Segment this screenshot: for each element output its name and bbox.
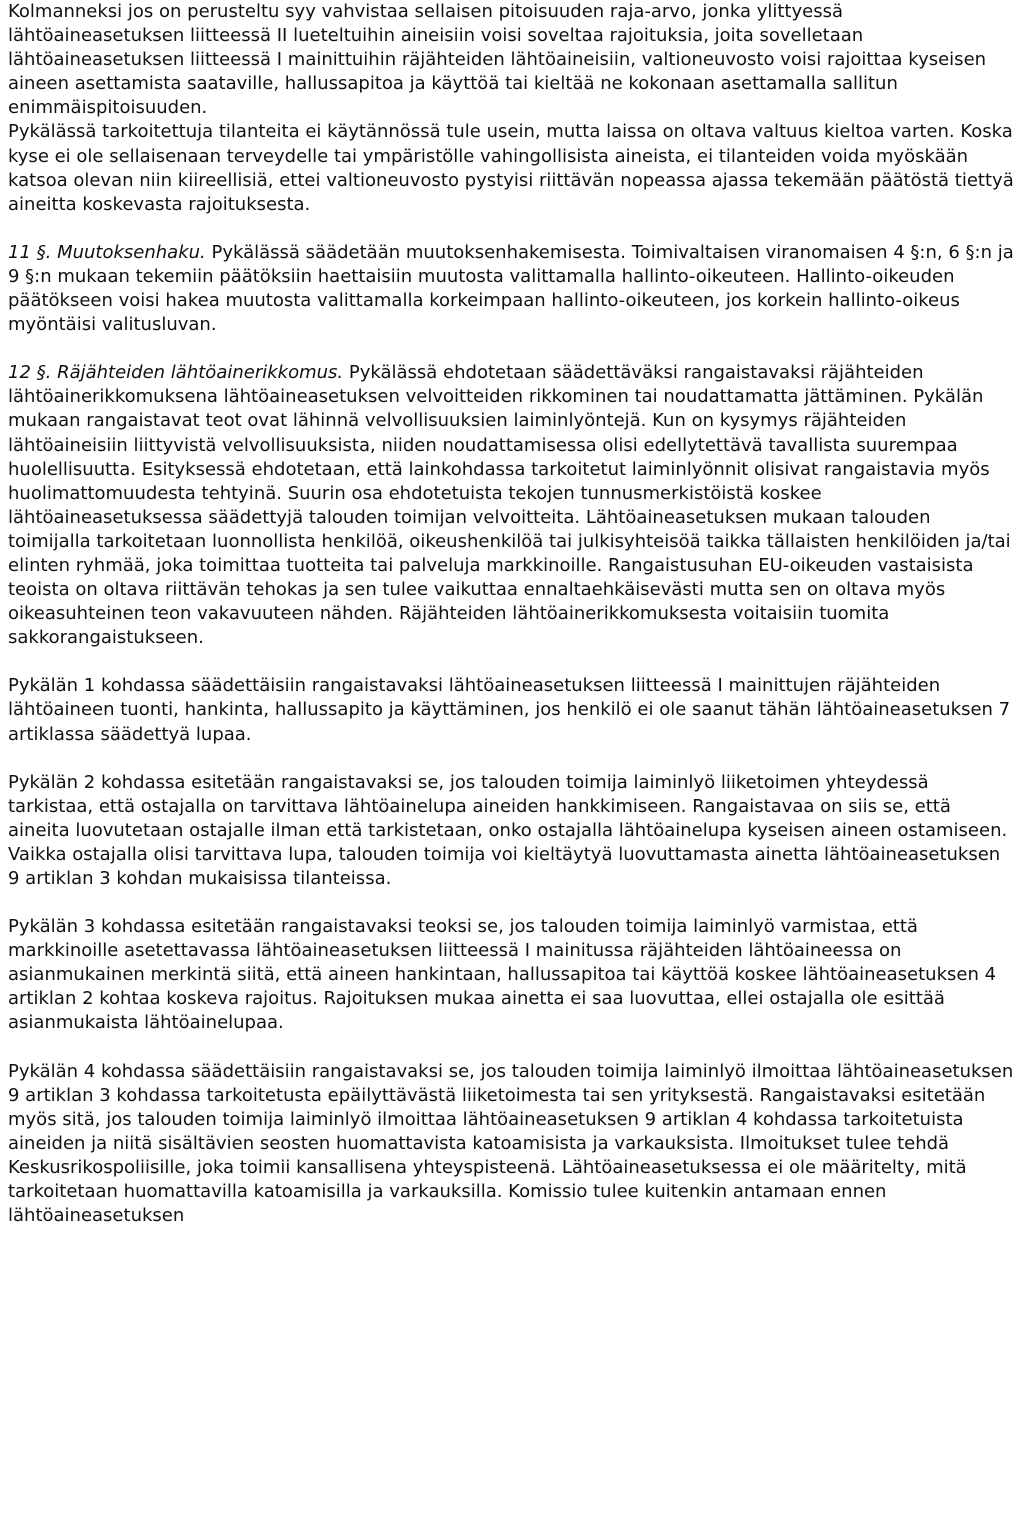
paragraph-text: Pykälän 3 kohdassa esitetään rangaistavaksi teoksi se, jos talouden toimija laiminlyö varmistaa, että markkinoille asetettavassa lähtöaineasetuksen liitteessä I mainitussa räjähteiden lähtöaineessa on asianmukainen merkintä siitä, että aineen hankintaan, hallussapitoa tai käyttöä koskee lähtöaineasetuksen 4 artiklan 2 kohtaa koskeva rajoitus. Rajoituksen mukaa ainetta ei saa luovuttaa, ellei ostajalla ole esittää asianmukaista lähtöainelupaa. [8, 916, 997, 1034]
paragraph-text: Kolmanneksi jos on perusteltu syy vahvistaa sellaisen pitoisuuden raja-arvo, jonka ylittyessä lähtöaineasetuksen liitteessä II lueteltuihin aineisiin voisi soveltaa rajoituksia, joita sovelletaan lähtöaineasetuksen liitteessä I mainittuihin räjähteiden lähtöaineisiin, valtioneuvosto voisi rajoittaa kyseisen aineen asettamista saataville, hallussapitoa ja käyttöä tai kieltää ne kokonaan asettamalla sallitun enimmäispitoisuuden. [8, 1, 987, 119]
section-12-precursor-offence [8, 361, 1014, 650]
paragraph-gap [8, 217, 1014, 241]
paragraph-text: Pykälässä tarkoitettuja tilanteita ei käytännössä tule usein, mutta laissa on oltava valtuus kieltoa varten. Koska kyse ei ole sellaisenaan terveydelle tai ympäristölle vahingollisista aineista, ei tilanteiden voida myöskään katsoa olevan niin kiireellisiä, ettei valtioneuvosto pystyisi riittävän nopeassa ajassa tekemään päätöstä tiettyä aineitta koskevasta rajoituksesta. [8, 121, 1014, 215]
paragraph-gap [8, 1036, 1014, 1060]
paragraph-text: Pykälässä säädetään muutoksenhakemisesta. Toimivaltaisen viranomaisen 4 §:n, 6 §:n ja 9 §:n mukaan tekemiin päätöksiin haettaisiin muutosta valittamalla hallinto-oikeuteen. Hallinto-oikeuden päätökseen voisi hakea muutosta valittamalla korkeimpaan hallinto-oikeuteen, jos korkein hallinto-oikeus myöntäisi valitusluvan. [8, 241, 1014, 336]
paragraph-text: Pykälän 2 kohdassa esitetään rangaistavaksi se, jos talouden toimija laiminlyö liiketoimen yhteydessä tarkistaa, että ostajalla on tarvittava lähtöainelupa aineiden hankkimiseen. Rangaistavaa on siis se, että aineita luovutetaan ostajalle ilman että tarkistetaan, onko ostajalla lähtöainelupa kyseisen aineen ostamiseen. Vaikka ostajalla olisi tarvittava lupa, talouden toimija voi kieltäytyä luovuttamasta ainetta lähtöaineasetuksen 9 artiklan 3 kohdan mukaisissa tilanteissa. [8, 771, 1008, 889]
paragraph-gap [8, 747, 1014, 771]
paragraph-point-3 [8, 915, 1014, 1035]
section-heading: 11 §. Muutoksenhaku. [8, 241, 206, 263]
paragraph-gap [8, 891, 1014, 915]
paragraph-gap [8, 337, 1014, 361]
section-heading: 12 §. Räjähteiden lähtöainerikkomus. [8, 362, 344, 384]
paragraph-text: Pykälän 1 kohdassa säädettäisiin rangaistavaksi lähtöaineasetuksen liitteessä I mainittujen räjähteiden lähtöaineen tuonti, hankinta, hallussapito ja käyttäminen, jos henkilö ei ole saanut tähän lähtöaineasetuksen 7 artiklassa säädettyä lupaa. [8, 675, 1011, 745]
paragraph-practical-situations [8, 120, 1014, 216]
paragraph-text: Pykälän 4 kohdassa säädettäisiin rangaistavaksi se, jos talouden toimija laiminlyö ilmoittaa lähtöaineasetuksen 9 artiklan 3 kohdassa tarkoitetusta epäilyttävästä liiketoimesta tai sen yrityksestä. Rangaistavaksi esitetään myös sitä, jos talouden toimija laiminlyö ilmoittaa lähtöaineasetuksen 9 artiklan 4 kohdassa tarkoitetuista aineiden ja niitä sisältävien seosten huomattavista katoamisista ja varkauksista. Ilmoitukset tulee tehdä Keskusrikospoliisille, joka toimii kansallisena yhteyspisteenä. Lähtöaineasetuksessa ei ole määritelty, mitä tarkoitetaan huomattavilla katoamisilla ja varkauksilla. Komissio tulee kuitenkin antamaan ennen lähtöaineasetuksen [8, 1060, 1014, 1227]
paragraph-gap [8, 650, 1014, 674]
section-11-appeal [8, 241, 1014, 337]
paragraph-precursor-restriction [8, 0, 1014, 120]
paragraph-point-1 [8, 674, 1014, 746]
paragraph-point-2 [8, 771, 1014, 891]
paragraph-point-4 [8, 1060, 1014, 1229]
paragraph-text: Pykälässä ehdotetaan säädettäväksi rangaistavaksi räjähteiden lähtöainerikkomuksena lähtöaineasetuksen velvoitteiden rikkominen tai noudattamatta jättäminen. Pykälän mukaan rangaistavat teot ovat lähinnä velvollisuuksien laiminlyöntejä. Kun on kysymys räjähteiden lähtöaineisiin liittyvistä velvollisuuksista, niiden noudattamisessa olisi edellytettävä tavallista suurempaa huolellisuutta. Esityksessä ehdotetaan, että lainkohdassa tarkoitetut laiminlyönnit olisivat rangaistavia myös huolimattomuudesta tehtyinä. Suurin osa ehdotetuista tekojen tunnusmerkistöistä koskee lähtöaineasetuksessa säädettyjä talouden toimijan velvoitteita. Lähtöaineasetuksen mukaan talouden toimijalla tarkoitetaan luonnollista henkilöä, oikeushenkilöä tai julkisyhteisöä taikka tällaisten henkilöiden ja/tai elinten ryhmää, joka toimittaa tuotteita tai palveluja markkinoille. Rangaistusuhan EU-oikeuden vastaisista teoista on oltava riittävän tehokas ja sen tulee vaikuttaa ennaltaehkäisevästi mutta sen on oltava myös oikeasuhteinen teon vakavuuteen nähden. Räjähteiden lähtöainerikkomuksesta voitaisiin tuomita sakkorangaistukseen. [8, 362, 1011, 649]
